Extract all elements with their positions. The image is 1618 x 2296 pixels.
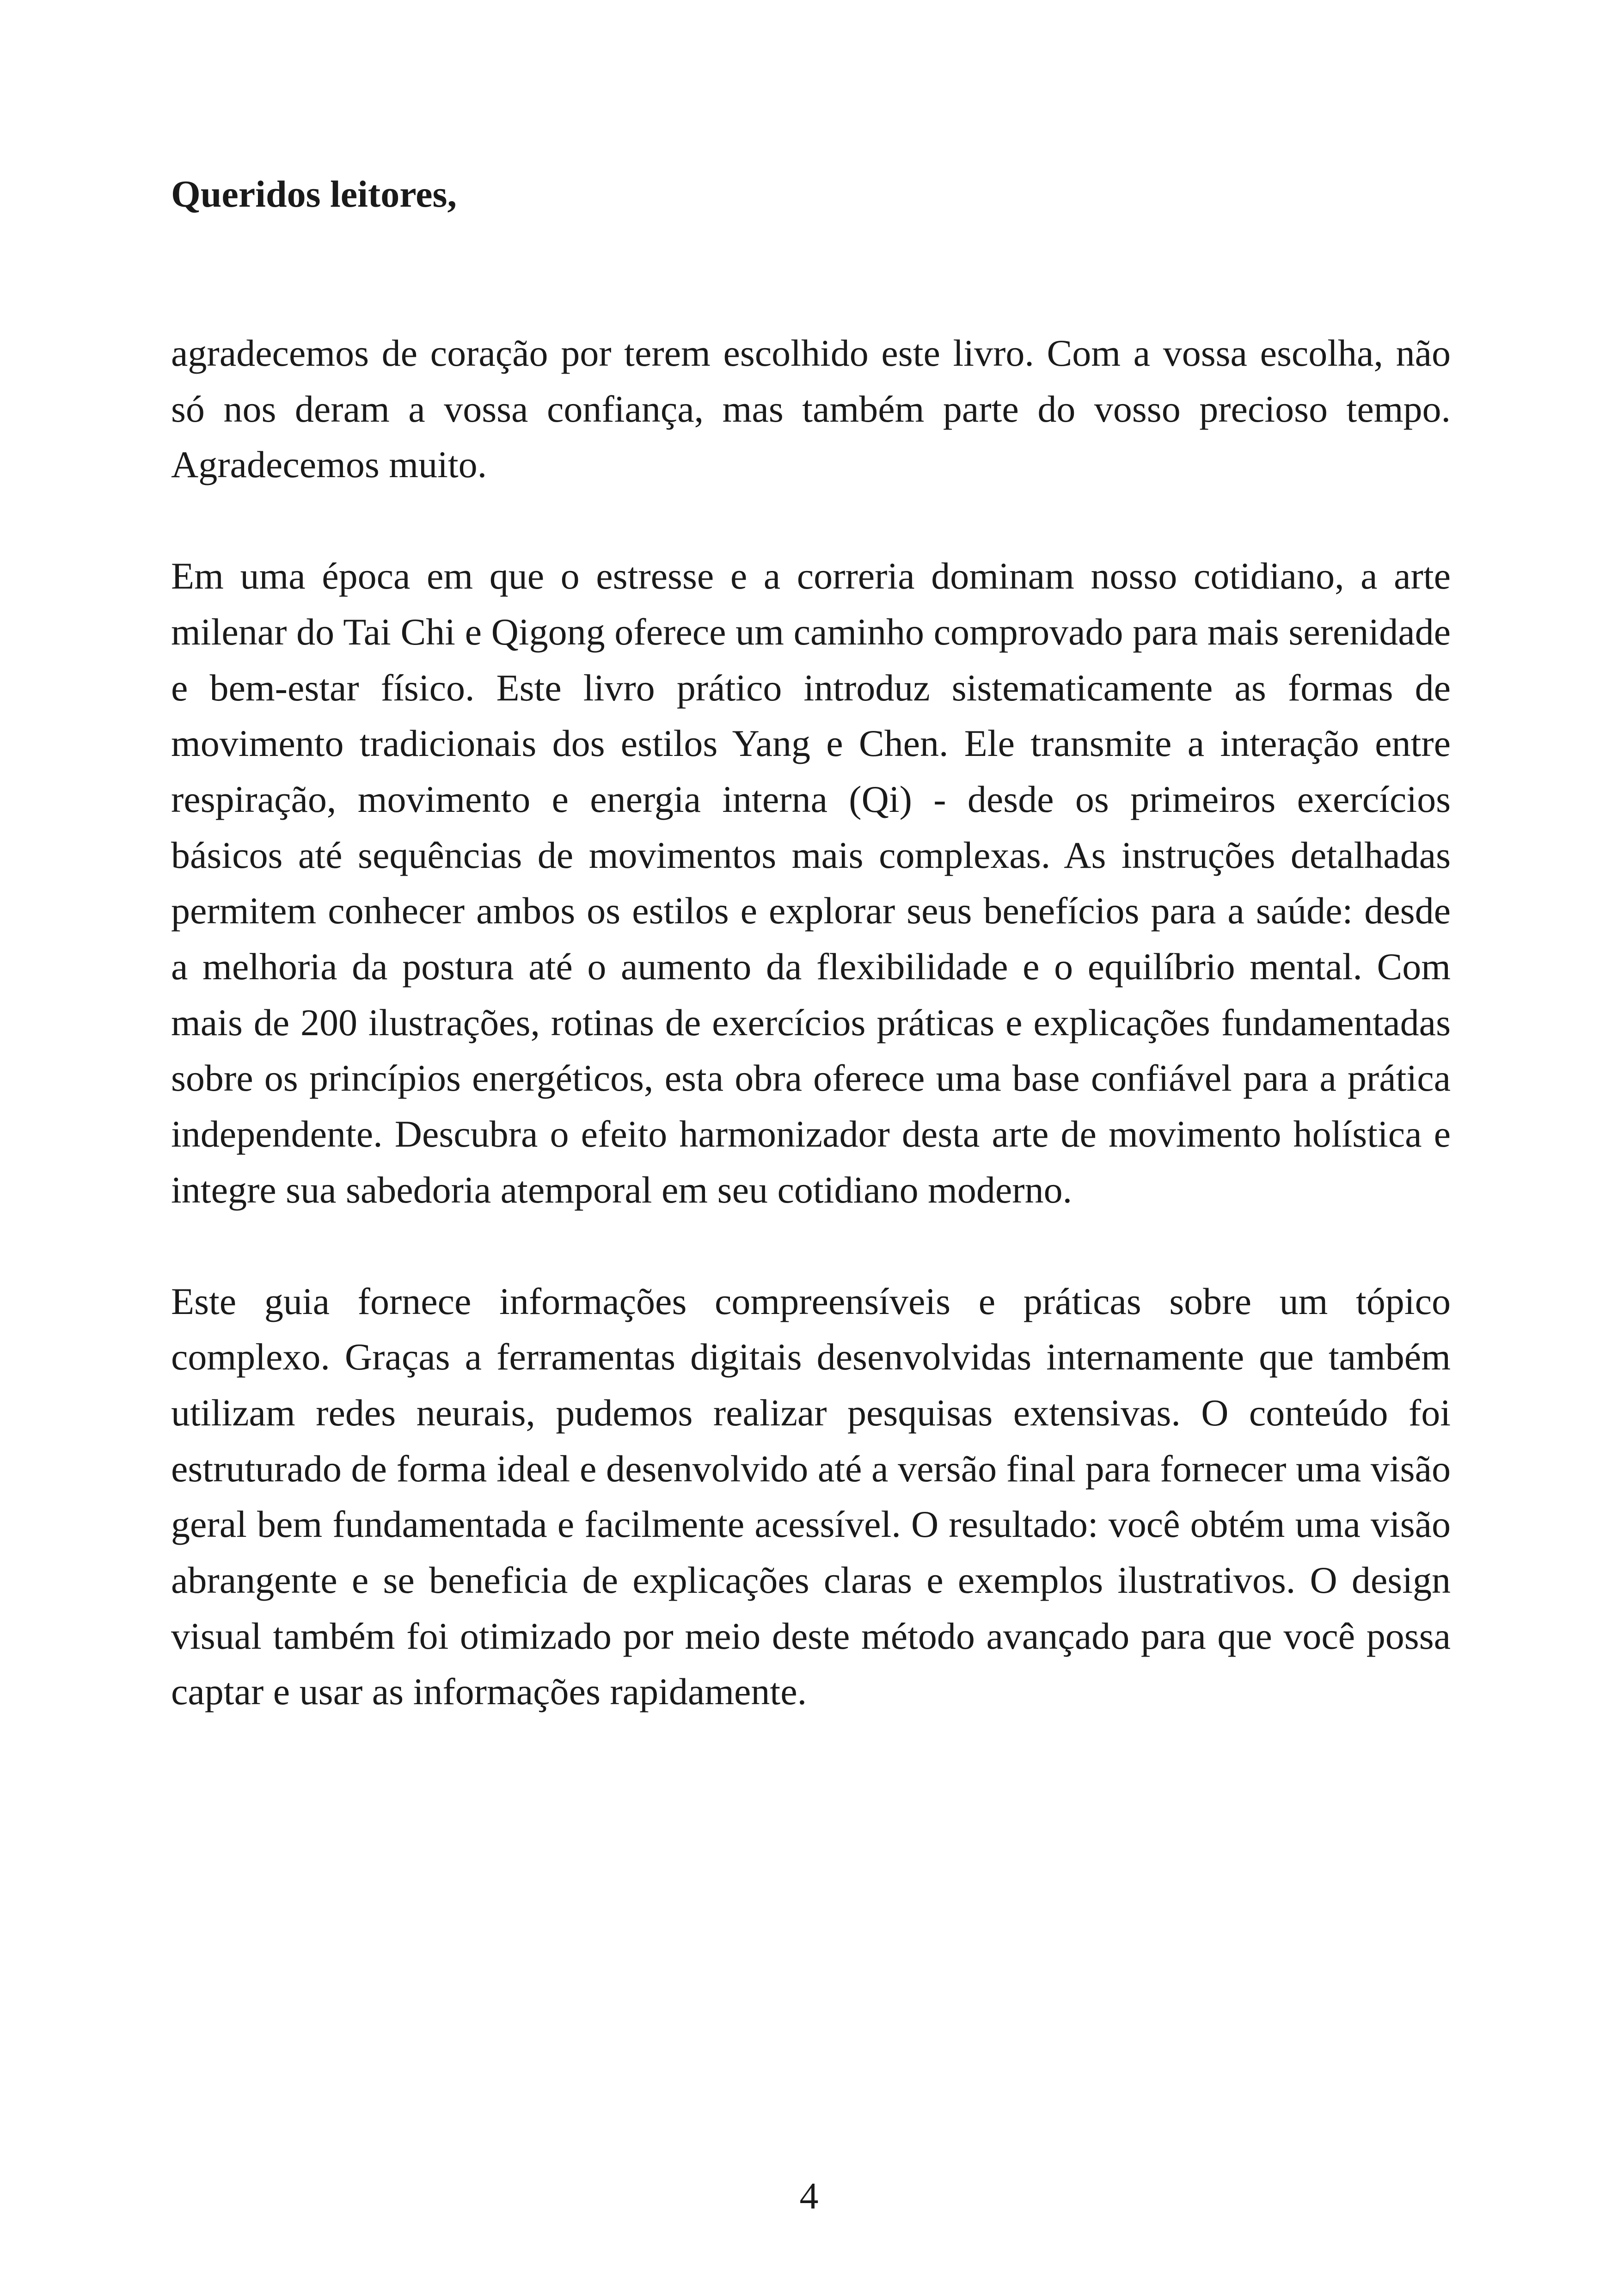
page-number: 4: [799, 2175, 819, 2217]
intro-paragraph: agradecemos de coração por terem escolhido este livro. Com a vossa escolha, não só nos deram a vossa confiança, mas também parte do vosso precioso tempo. Agradecemos muito.: [171, 332, 1451, 486]
guide-paragraph: Este guia fornece informações compreensíveis e práticas sobre um tópico complexo. Graças a ferramentas digitais desenvolvidas internamente que também utilizam redes neurais, pudemos realizar pesquisas extensivas. O conteúdo foi estruturado de forma ideal e desenvolvido até a versão final para fornecer uma visão geral bem fundamentada e facilmente acessível. O resultado: você obtém uma visão abrangente e se beneficia de explicações claras e exemplos ilustrativos. O design visual também foi otimizado por meio deste método avançado para que você possa captar e usar as informações rapidamente.: [171, 1280, 1451, 1713]
page-content: [171, 166, 1451, 1720]
description-paragraph: Em uma época em que o estresse e a correria dominam nosso cotidiano, a arte milenar do Tai Chi e Qigong oferece um caminho comprovado para mais serenidade e bem-estar físico. Este livro prático introduz sistematicamente as formas de movimento tradicionais dos estilos Yang e Chen. Ele transmite a interação entre respiração, movimento e energia interna (Qi) - desde os primeiros exercícios básicos até sequências de movimentos mais complexas. As instruções detalhadas permitem conhecer ambos os estilos e explorar seus benefícios para a saúde: desde a melhoria da postura até o aumento da flexibilidade e o equilíbrio mental. Com mais de 200 ilustrações, rotinas de exercícios práticas e explicações fundamentadas sobre os princípios energéticos, esta obra oferece uma base confiável para a prática independente. Descubra o efeito harmonizador desta arte de movimento holística e integre sua sabedoria atemporal em seu cotidiano moderno.: [171, 555, 1451, 1211]
greeting-heading: Queridos leitores,: [171, 173, 457, 215]
